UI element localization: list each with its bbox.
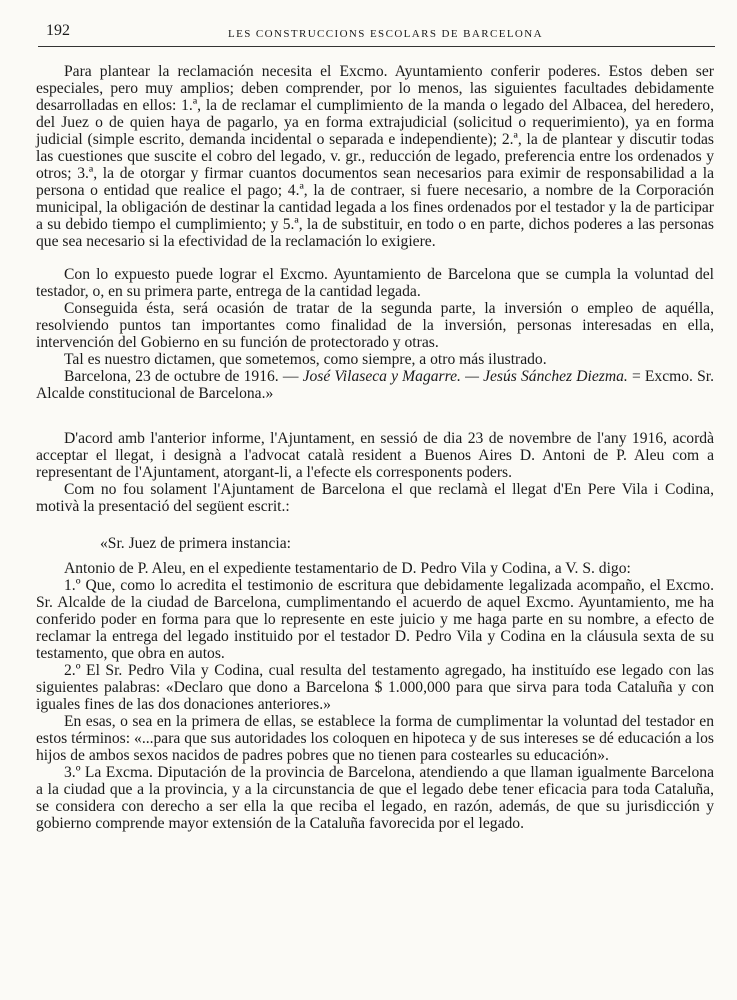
signature-line <box>36 368 714 402</box>
paragraph-exposed: Con lo expuesto puede lograr el Excmo. Ayuntamiento de Barcelona que se cumpla la voluntad del testador, o, en su primera parte, entrega de la cantidad legada. <box>36 266 714 300</box>
paragraph-powers: Para plantear la reclamación necesita el Excmo. Ayuntamiento conferir poderes. Estos deben ser especiales, pero muy amplios; deben comprender, por lo menos, las siguientes facultades debidamente desarrolladas en ellos: 1.ª, la de reclamar el cumplimiento de la manda o legado del Albacea, del heredero, del Juez o de quien haya de pagarlo, ya en forma extrajudicial (solicitud o requerimiento), ya en forma judicial (simple escrito, demanda incidental o separada e independiente); 2.ª, la de plantear y discutir todas las cuestiones que suscite el cobro del legado, v. gr., reducción de legado, preferencia entre los ordenados y otros; 3.ª, la de otorgar y firmar cuantos documentos sean necesarios para eximir de responsabilidad a la persona o entidad que realice el pago; 4.ª, la de contraer, si fuere necesario, a nombre de la Corporación municipal, la obligación de destinar la cantidad legada a los fines ordenados por el testador y la de participar a su debido tiempo el cumplimiento; y 5.ª, la de substituir, en todo o en parte, dichos poderes a las personas que sea necesario si la efectividad de la reclamación lo exigiere. <box>36 63 714 250</box>
page-body <box>36 63 714 832</box>
signature-date: Barcelona, 23 de octubre de 1916. — <box>64 368 303 385</box>
paragraph-investment: Conseguida ésta, será ocasión de tratar de la segunda parte, la inversión o empleo de aquélla, resolviendo puntos tan importantes como finalidad de la inversión, personas interesadas en ella, intervención del Gobierno en su función de protectorado y otras. <box>36 300 714 351</box>
letter-point-1: 1.º Que, como lo acredita el testimonio de escritura que debidamente legalizada acompaño, el Excmo. Sr. Alcalde de la ciudad de Barcelona, cumplimentando el acuerdo de aquel Excmo. Ayuntamiento, me ha conferido poder en forma para que lo represente en este juicio y me haga parte en su nombre, a efecto de reclamar la entrega del legado instituido por el testador D. Pedro Vila y Codina en la cláusula sexta de su testamento, que obra en autos. <box>36 577 714 662</box>
page-header <box>38 20 715 47</box>
page-number: 192 <box>46 22 70 39</box>
signature-closing: = Excmo. Sr. Alcalde constitucional de Barcelona.» <box>36 368 714 402</box>
letter-terms: En esas, o sea en la primera de ellas, se establece la forma de cumplimentar la voluntad del testador en estos términos: «...para que sus autoridades los coloquen en hipoteca y de sus intereses se dé educación a los hijos de ambos sexos nacidos de padres pobres que no tienen para costearles su educación». <box>36 713 714 764</box>
letter-point-3: 3.º La Excma. Diputación de la provincia de Barcelona, atendiendo a que llaman igualmente Barcelona a la ciudad que a la provincia, y a la circunstancia de que el legado debe tener eficacia para toda Cataluña, se considera con derecho a ser ella la que reciba el legado, en razón, además, de que su jurisdicción y gobierno comprende mayor extensión de la Cataluña favorecida por el legado. <box>36 764 714 832</box>
letter-intro: Antonio de P. Aleu, en el expediente testamentario de D. Pedro Vila y Codina, a V. S. digo: <box>64 560 631 577</box>
paragraph-dictamen: Tal es nuestro dictamen, que sometemos, como siempre, a otro más ilustrado. <box>64 351 547 368</box>
paragraph-acord: D'acord amb l'anterior informe, l'Ajuntament, en sessió de dia 23 de novembre de l'any 1916, acordà acceptar el llegat, i designà a l'advocat català resident a Buenos Aires D. Antoni de P. Aleu com a representant de l'Ajuntament, atorgant-li, a l'efecte els corresponents poders. <box>36 430 714 481</box>
paragraph-motivation: Com no fou solament l'Ajuntament de Barcelona el que reclamà el llegat d'En Pere Vila i Codina, motivà la presentació del següent escrit.: <box>36 481 714 515</box>
letter-point-2: 2.º El Sr. Pedro Vila y Codina, cual resulta del testamento agregado, ha instituído ese legado con las siguientes palabras: «Declaro que dono a Barcelona $ 1.000,000 para que sirva para toda Cataluña y con iguales fines de las dos donaciones anteriores.» <box>36 662 714 713</box>
letter-salutation: «Sr. Juez de primera instancia: <box>100 535 291 552</box>
signature-names: José Vilaseca y Magarre. — Jesús Sánchez Diezma. <box>302 368 628 385</box>
running-title: LES CONSTRUCCIONS ESCOLARS DE BARCELONA <box>228 28 543 40</box>
